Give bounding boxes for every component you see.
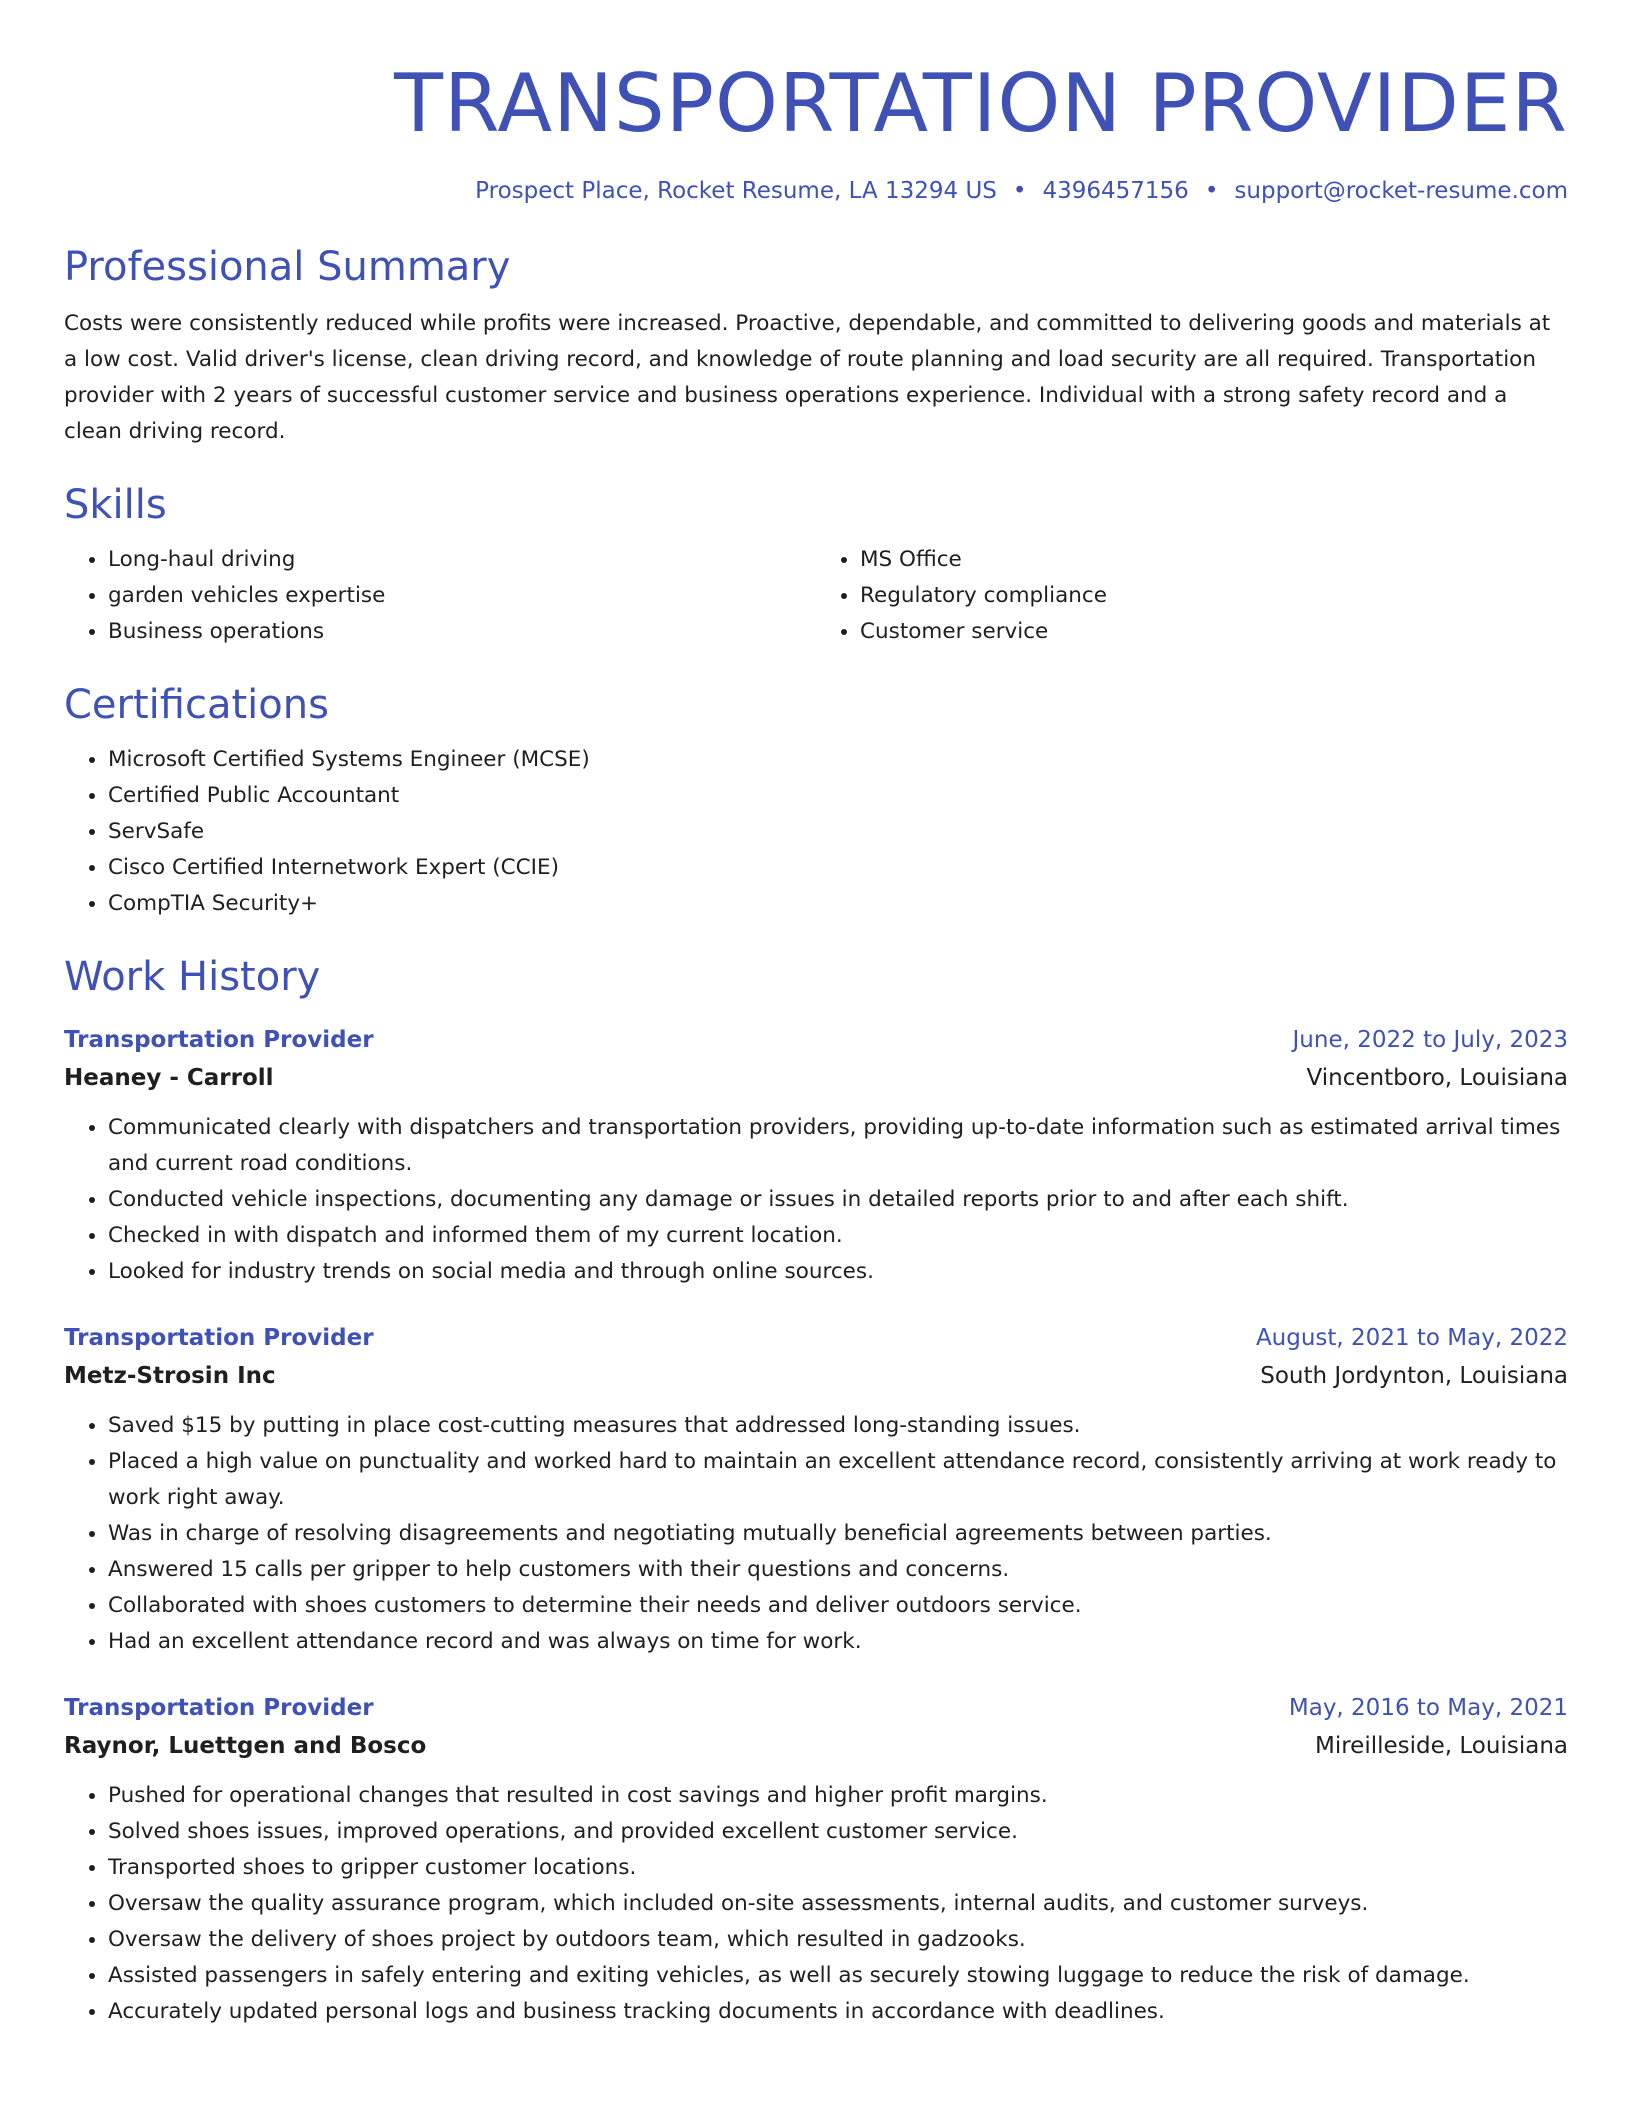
skills-list-left	[64, 542, 816, 650]
job-location: South Jordynton, Louisiana	[1260, 1363, 1568, 1389]
job-bullet: • Placed a high value on punctuality and worked hard to maintain an excellent attendance record, consistently arriving at work ready to work right away.	[108, 1444, 1568, 1516]
job-bullet: • Answered 15 calls per gripper to help customers with their questions and concerns.	[108, 1552, 1568, 1588]
job-bullets	[64, 1778, 1568, 2030]
job-bullet: • Assisted passengers in safely entering and exiting vehicles, as well as securely stowing luggage to reduce the risk of damage.	[108, 1958, 1568, 1994]
job-header-row	[64, 1022, 1568, 1058]
job-bullet: • Had an excellent attendance record and was always on time for work.	[108, 1624, 1568, 1660]
job-bullet: • Transported shoes to gripper customer locations.	[108, 1850, 1568, 1886]
job-dates: May, 2016 to May, 2021	[1288, 1695, 1568, 1721]
job-bullet: • Communicated clearly with dispatchers and transportation providers, providing up-to-date information such as estimated arrival times and current road conditions.	[108, 1110, 1568, 1182]
job-bullets	[64, 1408, 1568, 1660]
contact-separator: •	[1204, 178, 1219, 204]
certification-item: • CompTIA Security+	[108, 886, 1568, 922]
skill-item: • MS Office	[860, 542, 1568, 578]
job-bullet: • Pushed for operational changes that resulted in cost savings and higher profit margins.	[108, 1778, 1568, 1814]
job-bullet: • Accurately updated personal logs and business tracking documents in accordance with deadlines.	[108, 1994, 1568, 2030]
job-bullet: • Saved $15 by putting in place cost-cutting measures that addressed long-standing issues.	[108, 1408, 1568, 1444]
job-bullets	[64, 1110, 1568, 1290]
resume-name: TRANSPORTATION PROVIDER	[394, 57, 1568, 150]
skills-grid	[64, 530, 1568, 650]
skill-item: • Long-haul driving	[108, 542, 816, 578]
contact-email[interactable]: support@rocket-resume.com	[1234, 178, 1568, 204]
skill-item: • Business operations	[108, 614, 816, 650]
certification-item: • Certified Public Accountant	[108, 778, 1568, 814]
job-company-row	[64, 1726, 1568, 1766]
job-title: Transportation Provider	[64, 1325, 374, 1351]
summary-text: Costs were consistently reduced while profits were increased. Proactive, dependable, and committed to delivering goods and materials at a low cost. Valid driver's license, clean driving record, and knowledge of route planning and load security are all required. Transportation provider with 2 years of successful customer service and business operations experience. Individual with a strong safety record and a clean driving record.	[64, 311, 1551, 444]
contact-address: Prospect Place, Rocket Resume, LA 13294 US	[475, 178, 997, 204]
skills-list-right	[816, 542, 1568, 650]
job-entry	[64, 1022, 1568, 1290]
contact-line	[64, 176, 1568, 206]
job-entry	[64, 1690, 1568, 2030]
job-bullet: • Checked in with dispatch and informed them of my current location.	[108, 1218, 1568, 1254]
skills-heading: Skills	[64, 482, 167, 528]
contact-phone: 4396457156	[1042, 178, 1189, 204]
certifications-heading: Certifications	[64, 682, 329, 728]
job-bullet: • Collaborated with shoes customers to determine their needs and deliver outdoors service.	[108, 1588, 1568, 1624]
certification-item: • ServSafe	[108, 814, 1568, 850]
work-history-heading: Work History	[64, 954, 321, 1000]
skill-item: • garden vehicles expertise	[108, 578, 816, 614]
job-company-row	[64, 1356, 1568, 1396]
job-company: Metz-Strosin Inc	[64, 1363, 276, 1389]
job-bullet: • Looked for industry trends on social media and through online sources.	[108, 1254, 1568, 1290]
job-company: Heaney - Carroll	[64, 1065, 274, 1091]
job-entry	[64, 1320, 1568, 1660]
job-title: Transportation Provider	[64, 1027, 374, 1053]
job-location: Vincentboro, Louisiana	[1306, 1065, 1568, 1091]
work-history-list	[64, 1022, 1568, 2030]
job-header-row	[64, 1690, 1568, 1726]
job-bullet: • Solved shoes issues, improved operations, and provided excellent customer service.	[108, 1814, 1568, 1850]
job-bullet: • Oversaw the delivery of shoes project by outdoors team, which resulted in gadzooks.	[108, 1922, 1568, 1958]
skill-item: • Regulatory compliance	[860, 578, 1568, 614]
resume-page	[64, 0, 1568, 2030]
certification-item: • Cisco Certified Internetwork Expert (CCIE)	[108, 850, 1568, 886]
job-company: Raynor, Luettgen and Bosco	[64, 1733, 427, 1759]
summary-heading: Professional Summary	[64, 244, 511, 290]
job-company-row	[64, 1058, 1568, 1098]
contact-separator: •	[1012, 178, 1027, 204]
job-location: Mireilleside, Louisiana	[1315, 1733, 1568, 1759]
job-bullet: • Oversaw the quality assurance program, which included on-site assessments, internal audits, and customer surveys.	[108, 1886, 1568, 1922]
job-dates: June, 2022 to July, 2023	[1292, 1027, 1568, 1053]
job-header-row	[64, 1320, 1568, 1356]
certifications-list	[64, 742, 1568, 922]
job-dates: August, 2021 to May, 2022	[1255, 1325, 1568, 1351]
certification-item: • Microsoft Certified Systems Engineer (MCSE)	[108, 742, 1568, 778]
job-bullet: • Was in charge of resolving disagreements and negotiating mutually beneficial agreements between parties.	[108, 1516, 1568, 1552]
job-title: Transportation Provider	[64, 1695, 374, 1721]
job-bullet: • Conducted vehicle inspections, documenting any damage or issues in detailed reports prior to and after each shift.	[108, 1182, 1568, 1218]
skill-item: • Customer service	[860, 614, 1568, 650]
